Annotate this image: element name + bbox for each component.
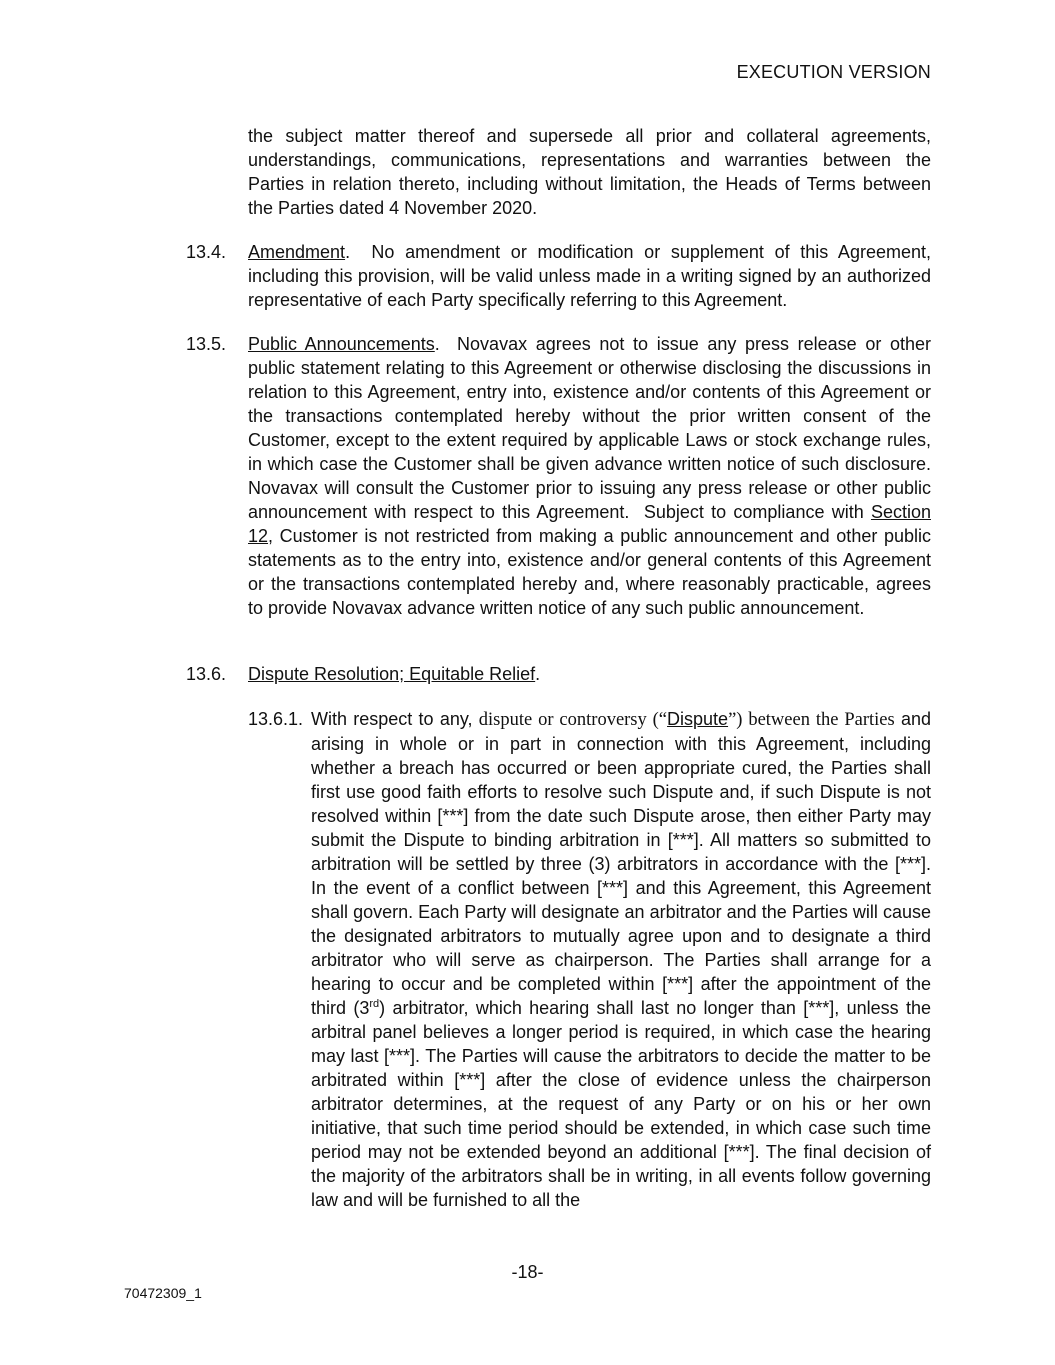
- section-title-suffix: .: [434, 334, 440, 354]
- section-12-link[interactable]: Section 12: [248, 502, 931, 546]
- section-13-6-heading: [248, 662, 931, 686]
- subsection-serif-text-1: dispute or controversy (“: [478, 710, 668, 730]
- section-title-dispute-resolution: Dispute Resolution; Equitable Relief: [248, 664, 536, 684]
- subsection-body-part2: ) arbitrator, which hearing shall last no longer than [***], unless the arbitral panel believes a longer period is required, in which case the hearing may last [***]. The Parties will cause the arbitrators to decide the matter to be arbitrated within [***] after the close of evidence unless the chairperson arbitrator determines, at the request of any Party or on his or her own initiative, that such time period should be extended, in which case such time period may not be extended beyond an additional [***]. The final decision of the majority of the arbitrators shall be in writing, in all events follow governing law and will be furnished to all the: [311, 998, 931, 1210]
- section-number-13-5: 13.5.: [186, 334, 227, 354]
- section-13-5-body-part2: , Customer is not restricted from making a public announcement and other public statements as to the entry into, existence and/or general contents of this Agreement or the transactions contemplated hereby and, where reasonably practicable, agrees to provide Novavax advance written notice of any such public announcement.: [248, 526, 931, 618]
- subsection-number-13-6-1: 13.6.1.: [248, 709, 304, 729]
- section-13-5-body-part1: Novavax agrees not to issue any press release or other public statement relating to this Agreement or otherwise disclosing the discussions in relation to this Agreement, entry into, existence and/or contents of this Agreement or the transactions contemplated hereby without the prior written consent of the Customer, except to the extent required by applicable Laws or stock exchange rules, in which case the Customer shall be given advance written notice of such disclosure. Novavax will consult the Customer prior to issuing any press release or other public announcement with respect to this Agreement. Subject to compliance with: [248, 334, 942, 522]
- subsection-lead: With respect to any,: [311, 709, 479, 729]
- section-13-4-paragraph: [248, 240, 937, 312]
- subsection-13-6-1-paragraph: [311, 707, 931, 1212]
- section-number-13-4: 13.4.: [186, 242, 227, 262]
- section-title-public-announcements: Public Announcements: [248, 334, 435, 354]
- section-13-4-body: No amendment or modification or supplement of this Agreement, including this provision, will be valid unless made in a writing signed by an authorized representative of each Party specifically referring to this Agreement.: [248, 242, 937, 310]
- defined-term-dispute: Dispute: [667, 709, 729, 729]
- subsection-body-part1: and arising in whole or in part in connection with this Agreement, including whether a breach has occurred or been appropriate cured, the Parties shall first use good faith efforts to resolve such Dispute and, if such Dispute is not resolved within [***] from the date such Dispute arose, then either Party may submit the Dispute to binding arbitration in [***]. All matters so submitted to arbitration will be settled by three (3) arbitrators in accordance with the [***]. In the event of a conflict between [***] and this Agreement, this Agreement shall govern. Each Party will designate an arbitrator and the Parties will cause the designated arbitrators to mutually agree upon and to designate a third arbitrator who will serve as chairperson. The Parties shall arrange for a hearing to occur and be completed within [***] after the appointment of the third (3: [311, 709, 932, 1018]
- page-header: EXECUTION VERSION: [736, 62, 931, 82]
- ordinal-superscript: rd: [369, 998, 380, 1010]
- intro-paragraph: the subject matter thereof and supersede all prior and collateral agreements, understandings, communications, representations and warranties between the Parties in relation thereto, including without limitation, the Heads of Terms between the Parties dated 4 November 2020.: [248, 126, 931, 218]
- section-title-suffix: .: [345, 242, 351, 262]
- section-number-13-6: 13.6.: [186, 664, 227, 684]
- section-13-5-paragraph: [248, 332, 942, 620]
- subsection-serif-text-2: ”) between the Parties: [728, 710, 895, 730]
- document-id: 70472309_1: [124, 1285, 202, 1301]
- page-number: -18-: [511, 1262, 544, 1282]
- section-title-amendment: Amendment: [248, 242, 346, 262]
- section-title-suffix: .: [535, 664, 541, 684]
